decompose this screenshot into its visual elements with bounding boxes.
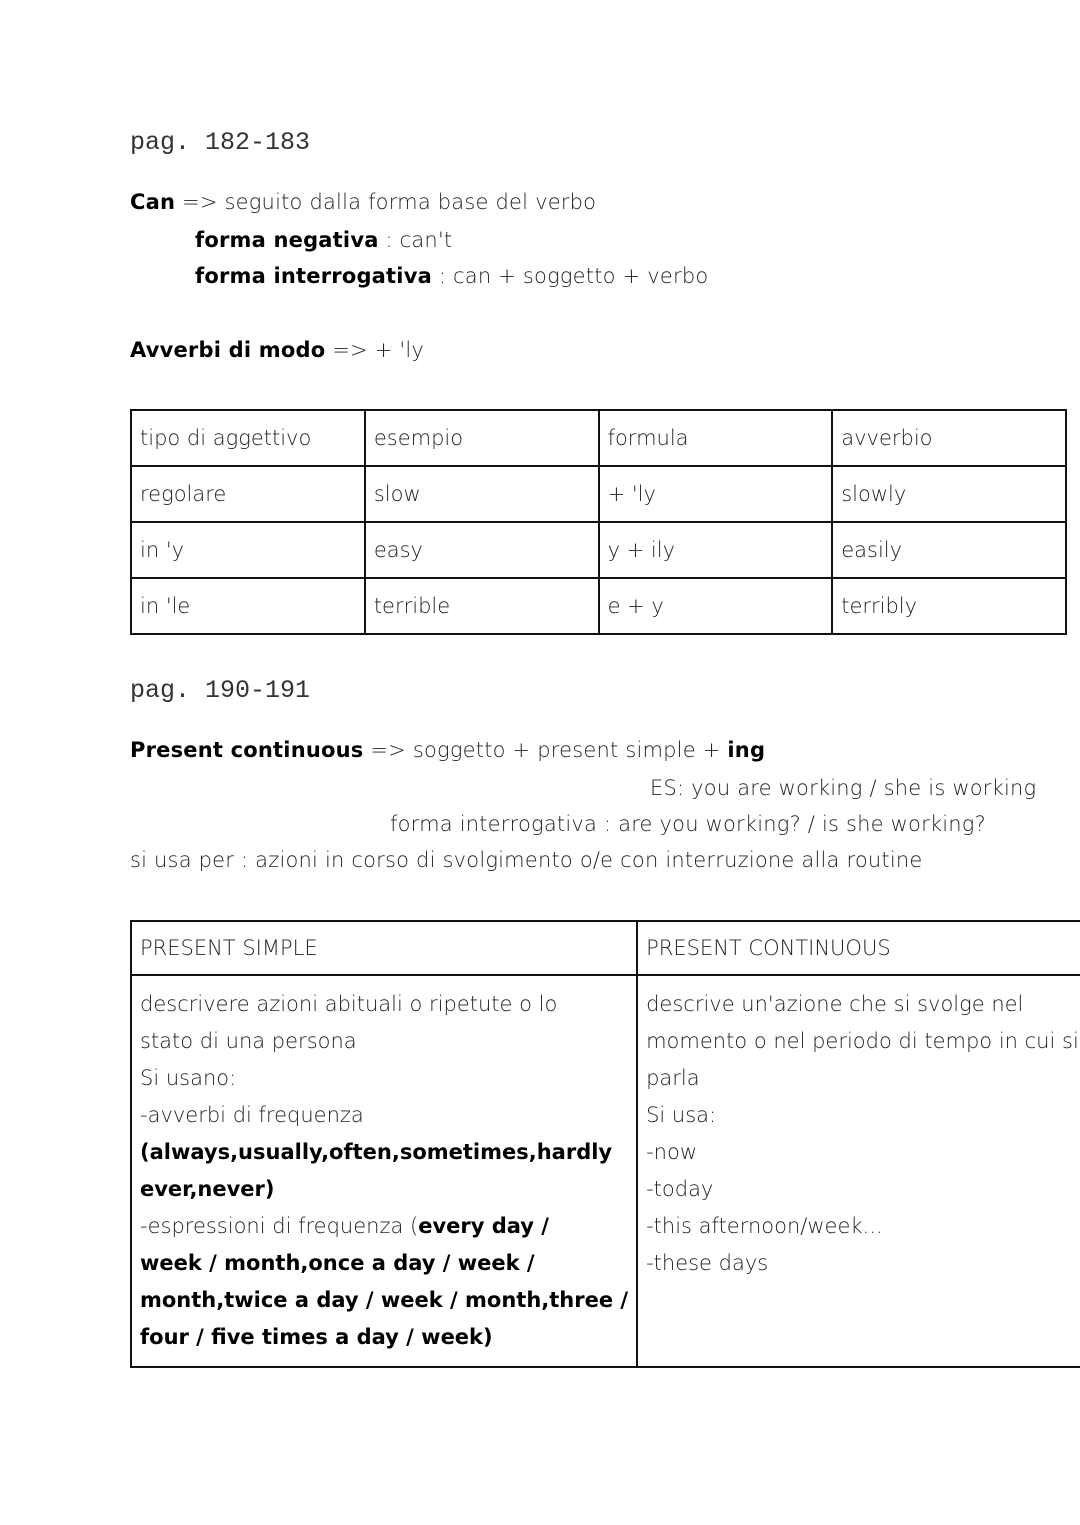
list-item: Si usa: [646, 1103, 717, 1127]
table-cell: y + ily [599, 522, 833, 578]
table-cell: e + y [599, 578, 833, 634]
comparison-table [130, 920, 1080, 1368]
present-simple-cell [131, 975, 637, 1367]
list-item: month,twice a day / week / month,three / [140, 1288, 629, 1312]
interrogative-example-line: forma interrogativa : are you working? / is she working? [390, 812, 986, 836]
list-item: -these days [646, 1251, 769, 1275]
list-item: descrivere azioni abituali o ripetute o lo [140, 992, 558, 1016]
table-cell: terribly [832, 578, 1066, 634]
list-item: descrive un'azione che si svolge nel [646, 992, 1024, 1016]
header-cell-present-continuous: PRESENT CONTINUOUS [637, 921, 1080, 975]
negative-form-term: forma negativa [195, 228, 379, 252]
table-cell: easy [365, 522, 599, 578]
header-cell-present-simple: PRESENT SIMPLE [131, 921, 637, 975]
header-cell: esempio [365, 410, 599, 466]
list-item: week / month,once a day / week / [140, 1251, 535, 1275]
table-header-row [131, 410, 1066, 466]
present-continuous-rule [130, 738, 765, 762]
list-item: -avverbi di frequenza [140, 1103, 364, 1127]
can-rule [130, 190, 596, 214]
interrogative-form-term: forma interrogativa [195, 264, 432, 288]
list-item: (always,usually,often,sometimes,hardly [140, 1140, 613, 1164]
interrogative-form-rule [195, 264, 708, 288]
adverb-table [130, 409, 1067, 635]
list-item: four / five times a day / week) [140, 1325, 493, 1349]
header-cell: tipo di aggettivo [131, 410, 365, 466]
table-header-row [131, 921, 1080, 975]
table-cell: regolare [131, 466, 365, 522]
header-cell: formula [599, 410, 833, 466]
interrogative-form-definition: : can + soggetto + verbo [438, 264, 709, 288]
list-item: Si usano: [140, 1066, 237, 1090]
list-item: -this afternoon/week... [646, 1214, 883, 1238]
expression-lead: -espressioni di frequenza ( [140, 1214, 419, 1238]
adverbs-definition: => + 'ly [332, 338, 425, 362]
page-reference-2: pag. 190-191 [130, 676, 311, 705]
table-cell: slow [365, 466, 599, 522]
table-cell: + 'ly [599, 466, 833, 522]
present-continuous-definition: => soggetto + present simple + [370, 738, 721, 762]
negative-form-rule [195, 228, 452, 252]
table-cell: easily [832, 522, 1066, 578]
adverbs-term: Avverbi di modo [130, 338, 326, 362]
table-cell: in 'le [131, 578, 365, 634]
page-reference-1: pag. 182-183 [130, 128, 311, 157]
list-item: -now [646, 1140, 697, 1164]
table-cell: slowly [832, 466, 1066, 522]
header-cell: avverbio [832, 410, 1066, 466]
list-item [140, 1208, 628, 1245]
can-definition: => seguito dalla forma base del verbo [182, 190, 597, 214]
present-continuous-cell [637, 975, 1080, 1367]
list-item: -today [646, 1177, 714, 1201]
table-row [131, 466, 1066, 522]
list-item: momento o nel periodo di tempo in cui si [646, 1029, 1079, 1053]
example-line: ES: you are working / she is working [650, 776, 1037, 800]
adverbs-rule [130, 338, 424, 362]
list-item: stato di una persona [140, 1029, 357, 1053]
table-cell: terrible [365, 578, 599, 634]
ing-suffix: ing [727, 738, 766, 762]
present-continuous-term: Present continuous [130, 738, 364, 762]
can-term: Can [130, 190, 176, 214]
negative-form-definition: : can't [385, 228, 453, 252]
table-row [131, 975, 1080, 1367]
expression-bold: every day / [418, 1214, 549, 1238]
table-row [131, 578, 1066, 634]
table-row [131, 522, 1066, 578]
list-item: ever,never) [140, 1177, 275, 1201]
list-item: parla [646, 1066, 700, 1090]
table-cell: in 'y [131, 522, 365, 578]
usage-line: si usa per : azioni in corso di svolgimento o/e con interruzione alla routine [130, 848, 923, 872]
